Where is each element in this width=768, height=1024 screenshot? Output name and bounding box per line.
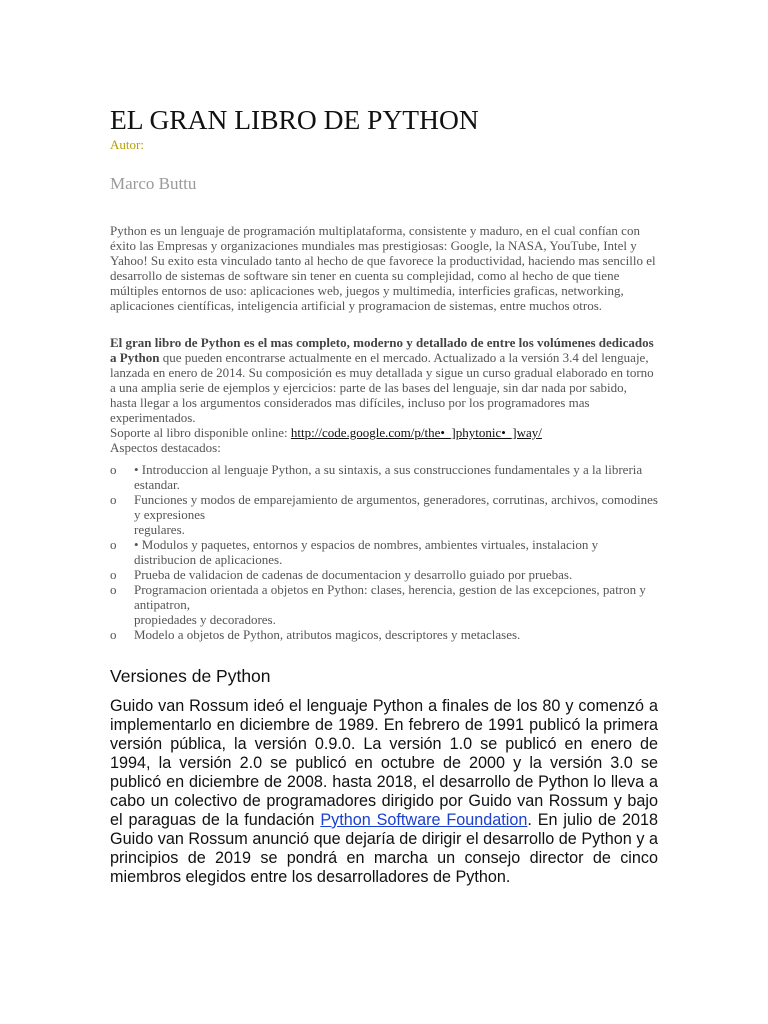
author-name: Marco Buttu	[110, 174, 197, 193]
description-paragraph	[110, 335, 656, 455]
psf-link[interactable]: Python Software Foundation	[320, 811, 528, 829]
author-label: Autor:	[110, 137, 144, 152]
list-bullet: o	[110, 582, 117, 597]
list-bullet: o	[110, 567, 117, 582]
list-item: o Programacion orientada a objetos en Python: clases, herencia, gestion de las excepciones, patron y antipatron, propiedades y decoradores.	[110, 582, 646, 627]
list-item: o • Introduccion al lenguaje Python, a su sintaxis, a sus construcciones fundamentales y a la libreria estandar.	[110, 462, 643, 492]
aspects-list	[110, 462, 658, 642]
intro-paragraph: Python es un lenguaje de programación multiplataforma, consistente y maduro, en el cual confían con éxito las Empresas y organizaciones mundiales mas prestigiosas: Google, la NASA, YouTube, Intel y Yahoo! Su exito esta vinculado tanto al hecho de que favorece la productividad, haciendo mas sencillo el desarrollo de sistemas de software sin tener en cuenta su complejidad, como al hecho de que tiene múltiples entornos de uso: aplicaciones web, juegos y multimedia, interficies graficas, networking, aplicaciones científicas, inteligencia artificial y programacion de sistemas, entre muchos otros.	[110, 223, 656, 313]
list-item: o • Modulos y paquetes, entornos y espacios de nombres, ambientes virtuales, instalacion y distribucion de aplicaciones.	[110, 537, 599, 567]
list-item-continuation: propiedades y decoradores.	[134, 612, 276, 627]
aspects-label: Aspectos destacados:	[110, 440, 221, 455]
description-text: que pueden encontrarse actualmente en el mercado. Actualizado a la versión 3.4 del lenguaje, lanzada en enero de 2014. Su composición es muy detallada y sigue un curso gradual elaborado en torno a una amplia serie de ejemplos y ejercicios: parte de las bases del lenguaje, sin dar nada por sabido, hasta llegar a los argumentos considerados mas difíciles, incluso por los programadores mas experimentados.	[110, 350, 654, 425]
list-item-continuation: regulares.	[134, 522, 185, 537]
list-bullet: o	[110, 492, 117, 507]
list-bullet: o	[110, 537, 117, 552]
list-item: o Funciones y modos de emparejamiento de argumentos, generadores, corrutinas, archivos, comodines y expresiones regulares.	[110, 492, 658, 537]
document-title: EL GRAN LIBRO DE PYTHON	[110, 104, 479, 135]
list-item: o Prueba de validacion de cadenas de documentacion y desarrollo guiado por pruebas.	[110, 567, 573, 582]
support-prefix: Soporte al libro disponible online:	[110, 425, 291, 440]
list-item: o Modelo a objetos de Python, atributos magicos, descriptores y metaclases.	[110, 627, 521, 642]
description-bold: El gran libro de Python es el mas completo, moderno y detallado de entre los volúmenes dedicados a Python	[110, 335, 654, 365]
support-link[interactable]: http://code.google.com/p/the•_]phytonic•_]way/	[290, 425, 542, 440]
list-bullet: o	[110, 462, 117, 477]
list-bullet: o	[110, 627, 117, 642]
versions-paragraph: Guido van Rossum ideó el lenguaje Python a finales de los 80 y comenzó a implementarlo en diciembre de 1989. En febrero de 1991 publicó la primera versión pública, la versión 0.9.0. La versión 1.0 se publicó en enero de 1994, la versión 2.0 se publicó en octubre de 2000 y la versión 3.0 se publicó en diciembre de 2008. hasta 2018, el desarrollo de Python lo lleva a cabo un colectivo de programadores dirigido por Guido van Rossum y bajo el paraguas de la fundación Python Software Foundation. En julio de 2018 Guido van Rossum anunció que dejaría de dirigir el desarrollo de Python y a principios de 2019 se pondrá en marcha un consejo director de cinco miembros elegidos entre los desarrolladores de Python.	[110, 697, 658, 886]
section-heading: Versiones de Python	[110, 666, 271, 686]
